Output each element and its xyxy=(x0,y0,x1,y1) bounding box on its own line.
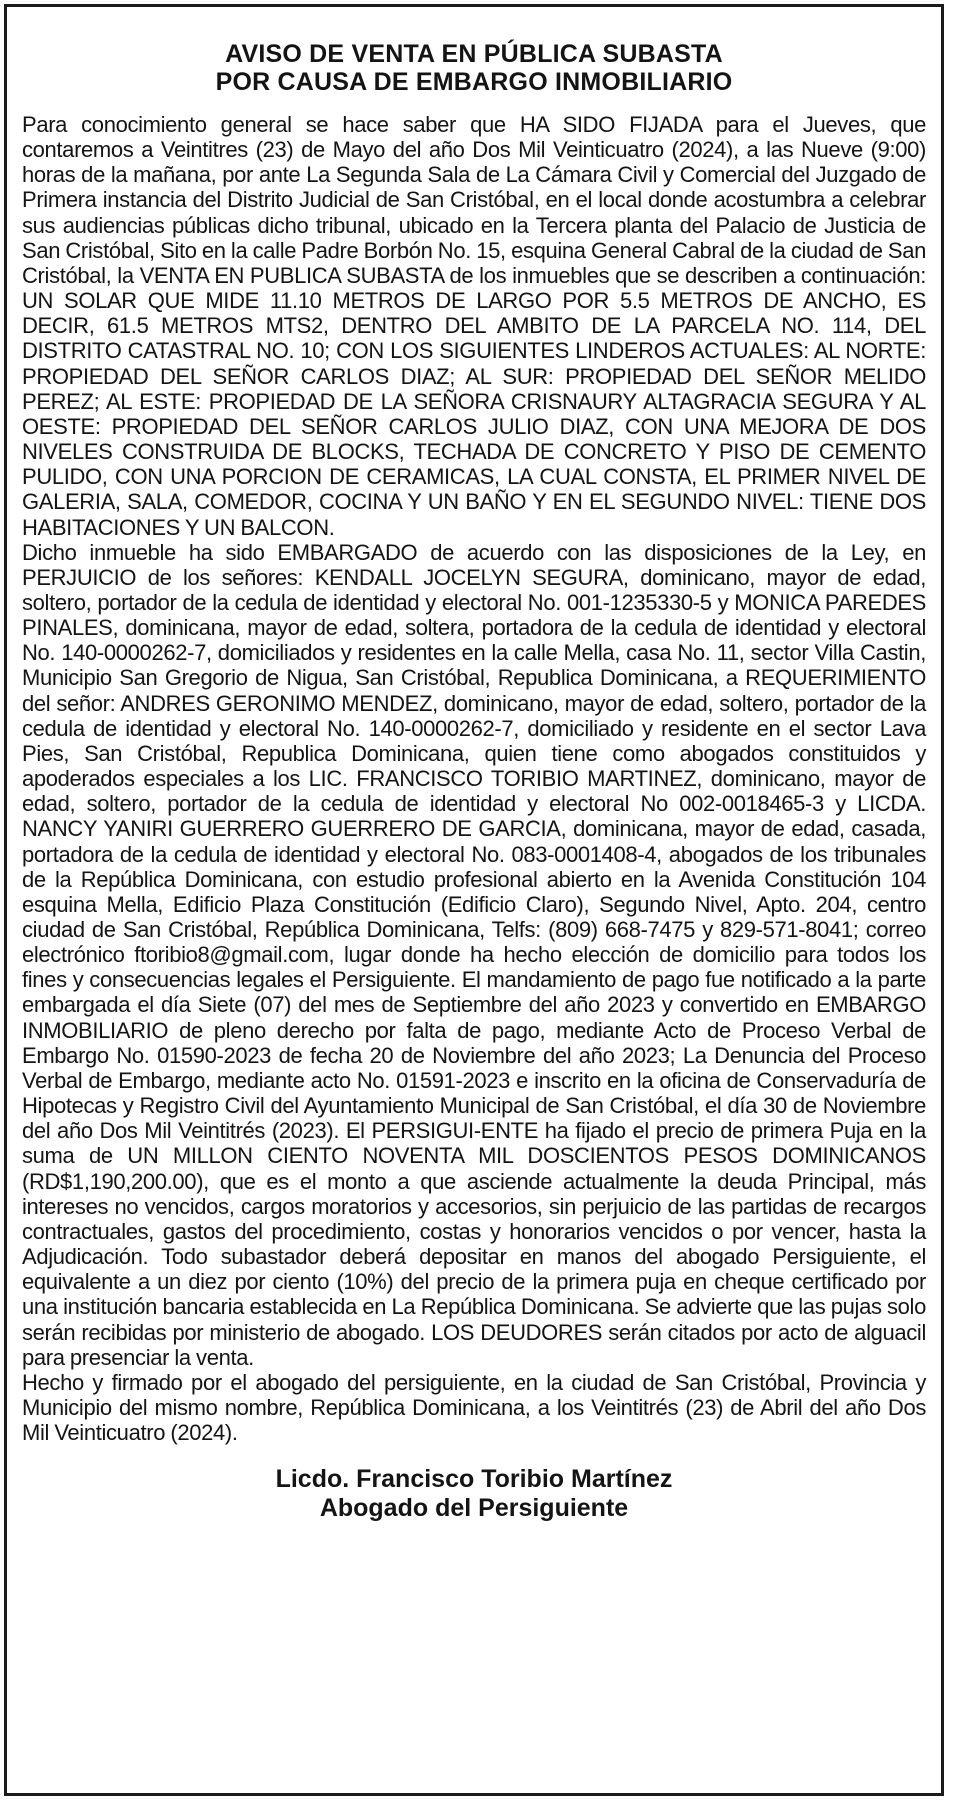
body-paragraph-auction: Para conocimiento general se hace saber que HA SIDO FIJADA para el Jueves, que contaremos a Veintitres (23) de Mayo del año Dos Mil Veinticuatro (2024), a las Nueve (9:00) horas de la mañana, por ante La Segunda Sala de La Cámara Civil y Comercial del Juzgado de Primera instancia del Distrito Judicial de San Cristóbal, en el local donde acostumbra a celebrar sus audiencias públicas dicho tribunal, ubicado en la Tercera planta del Palacio de Justicia de San Cristóbal, Sito en la calle Padre Borbón No. 15, esquina General Cabral de la ciudad de San Cristóbal, la VENTA EN PUBLICA SUBASTA de los inmuebles que se describen a continuación: UN SOLAR QUE MIDE 11.10 METROS DE LARGO POR 5.5 METROS DE ANCHO, ES DECIR, 61.5 METROS MTS2, DENTRO DEL AMBITO DE LA PARCELA NO. 114, DEL DISTRITO CATASTRAL NO. 10; CON LOS SIGUIENTES LINDEROS ACTUALES: AL NORTE: PROPIEDAD DEL SEÑOR CARLOS DIAZ; AL SUR: PROPIEDAD DEL SEÑOR MELIDO PEREZ; AL ESTE: PROPIEDAD DE LA SEÑORA CRISNAURY ALTAGRACIA SEGURA Y AL OESTE: PROPIEDAD DEL SEÑOR CARLOS JULIO DIAZ, CON UNA MEJORA DE DOS NIVELES CONSTRUIDA DE BLOCKS, TECHADA DE CONCRETO Y PISO DE CEMENTO PULIDO, CON UNA PORCION DE CERAMICAS, LA CUAL CONSTA, EL PRIMER NIVEL DE GALERIA, SALA, COMEDOR, COCINA Y UN BAÑO Y EN EL SEGUNDO NIVEL: TIENE DOS HABITACIONES Y UN BALCON. xyxy=(22,112,926,540)
signature-name: Licdo. Francisco Toribio Martínez xyxy=(275,1465,673,1494)
body-paragraph-embargo: Dicho inmueble ha sido EMBARGADO de acuerdo con las disposiciones de la Ley, en PERJUICIO de los señores: KENDALL JOCELYN SEGURA, dominicano, mayor de edad, soltero, portador de la cedula de identidad y electoral No. 001-1235330-5 y MONICA PAREDES PINALES, dominicana, mayor de edad, soltera, portadora de la cedula de identidad y electoral No. 140-0000262-7, domiciliados y residentes en la calle Mella, casa No. 11, sector Villa Castin, Municipio San Gregorio de Nigua, San Cristóbal, Republica Dominicana, a REQUERIMIENTO del señor: ANDRES GERONIMO MENDEZ, dominicano, mayor de edad, soltero, portador de la cedula de identidad y electoral No. 140-0000262-7, domiciliado y residente en el sector Lava Pies, San Cristóbal, Republica Dominicana, quien tiene como abogados constituidos y apoderados especiales a los LIC. FRANCISCO TORIBIO MARTINEZ, dominicano, mayor de edad, soltero, portador de la cedula de identidad y electoral No 002-0018465-3 y LICDA. NANCY YANIRI GUERRERO GUERRERO DE GARCIA, dominicana, mayor de edad, casada, portadora de la cedula de identidad y electoral No. 083-0001408-4, abogados de los tribunales de la República Dominicana, con estudio profesional abierto en la Avenida Constitución 104 esquina Mella, Edificio Plaza Constitución (Edificio Claro), Segundo Nivel, Apto. 204, centro ciudad de San Cristóbal, República Dominicana, Telfs: (809) 668-7475 y 829-571-8041; correo electrónico ftoribio8@gmail.com, lugar donde ha hecho elección de domicilio para todos los fines y consecuencias legales el Persiguiente. El mandamiento de pago fue notificado a la parte embargada el día Siete (07) del mes de Septiembre del año 2023 y convertido en EMBARGO INMOBILIARIO de pleno derecho por falta de pago, mediante Acto de Proceso Verbal de Embargo No. 01590-2023 de fecha 20 de Noviembre del año 2023; La Denuncia del Proceso Verbal de Embargo, mediante acto No. 01591-2023 e inscrito en la oficina de Conservaduría de Hipotecas y Registro Civil del Ayuntamiento Municipal de San Cristóbal, el día 30 de Noviembre del año Dos Mil Veintitrés (2023). El PERSIGUI-ENTE ha fijado el precio de primera Puja en la suma de UN MILLON CIENTO NOVENTA MIL DOSCIENTOS PESOS DOMINICANOS (RD$1,190,200.00), que es el monto a que asciende actualmente la deuda Principal, más intereses no vencidos, cargos moratorios y accesorios, sin perjuicio de las partidas de recargos contractuales, gastos del procedimiento, costas y honorarios vencidos o por vencer, hasta la Adjudicación. Todo subastador deberá depositar en manos del abogado Persiguiente, el equivalente a un diez por ciento (10%) del precio de la primera puja en cheque certificado por una institución bancaria establecida en La República Dominicana. Se advierte que las pujas solo serán recibidas por ministerio de abogado. LOS DEUDORES serán citados por acto de alguacil para presenciar la venta. xyxy=(22,539,926,1370)
legal-notice xyxy=(22,40,926,1523)
signature-role: Abogado del Persiguiente xyxy=(319,1494,629,1523)
notice-title xyxy=(22,40,926,96)
signature-block xyxy=(22,1465,926,1523)
body-paragraph-signed: Hecho y firmado por el abogado del persiguiente, en la ciudad de San Cristóbal, Provincia y Municipio del mismo nombre, República Dominicana, a los Veintitrés (23) de Abril del año Dos Mil Veinticuatro (2024). xyxy=(22,1369,926,1446)
title-line-1: AVISO DE VENTA EN PÚBLICA SUBASTA xyxy=(225,40,723,68)
title-line-2: POR CAUSA DE EMBARGO INMOBILIARIO xyxy=(215,68,733,96)
